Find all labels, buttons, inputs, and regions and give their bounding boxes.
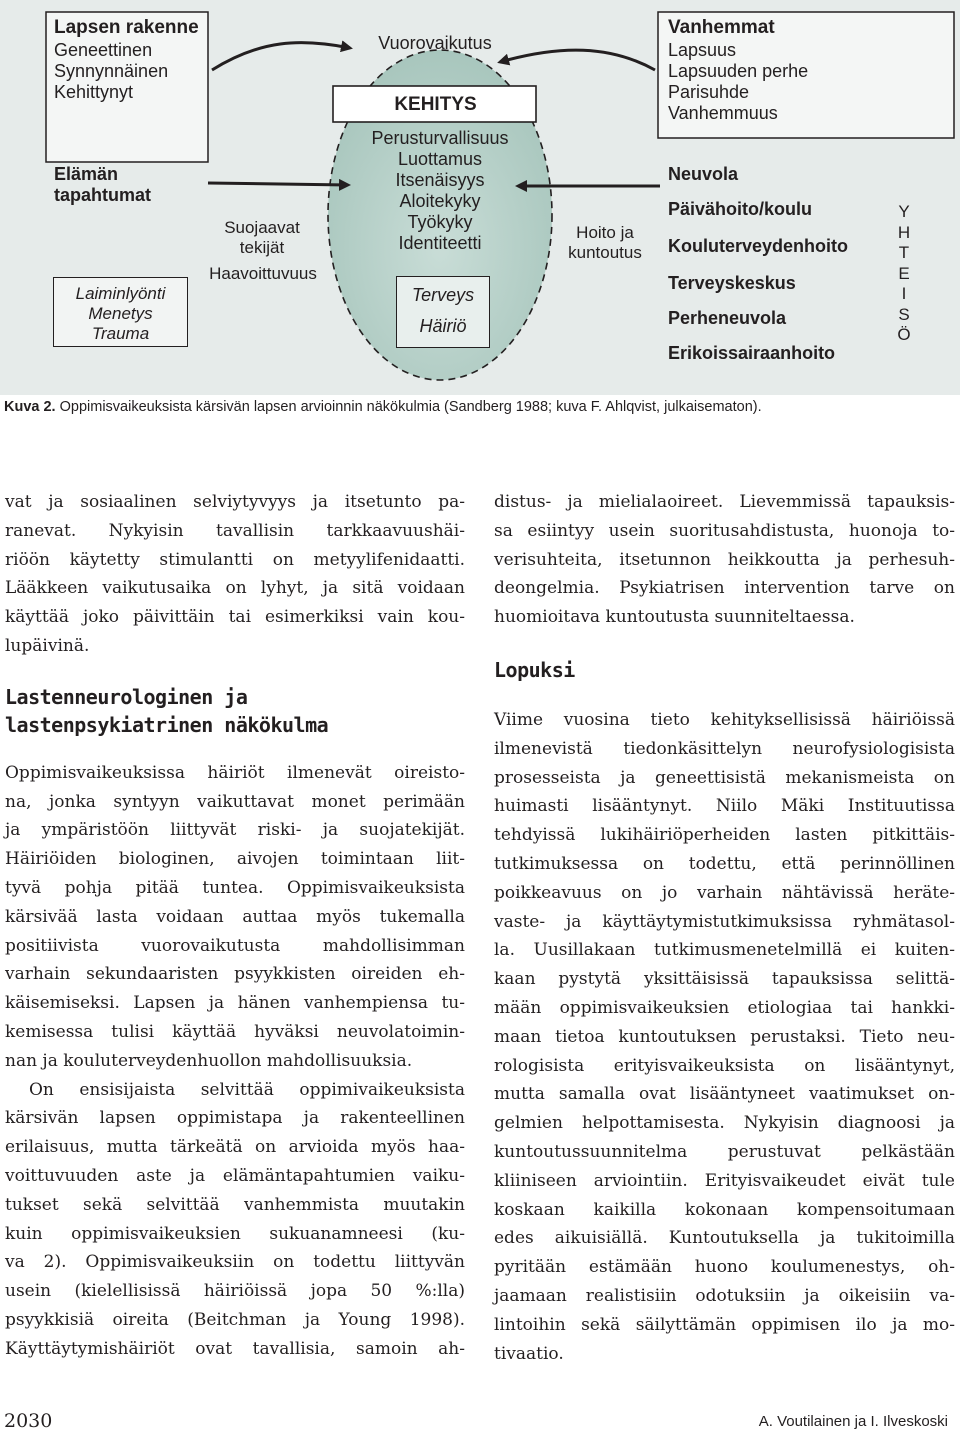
page-number: 2030 [4,1410,53,1432]
left-column [5,488,465,1364]
vertical-letter: E [898,263,910,283]
text-line: kuntoutussuunnitelma perustuvat pelkästään [494,1141,955,1162]
development-title: KEHITYS [394,94,477,115]
footer-authors: A. Voutilainen ja I. Ilveskoski [758,1413,948,1430]
text-line: nan ja kouluterveydenhuollon mahdollisuuksia. [5,1050,413,1071]
text-line: mutta samalla ovat lisääntyneet vaatimukset on- [494,1084,955,1105]
text-line: psyykkisiä oireita (Beitchman ja Young 1998). [5,1309,465,1330]
life-events-title: tapahtumat [54,185,152,205]
text-line: Käyttäytymishäiriöt ovat tavallisia, samoin ah- [5,1338,465,1359]
parents-item: Lapsuuden perhe [668,61,809,81]
text-line: lintoihin sekä säilyttämän oppimisen ilo ja mo- [494,1314,955,1335]
text-line: maan tietoa kuntoutuksen perustaksi. Tieto neu- [494,1026,955,1047]
text-line: Oppimisvaikeuksissa häiriöt ilmenevät oireisto- [5,762,465,783]
text-line: koskaan kaikilla kokonaan kompensoitumaan [494,1199,955,1220]
caption-text: Oppimisvaikeuksista kärsivän lapsen arvioinnin näkökulmia (Sandberg 1988; kuva F. Ahlqvist, julkaisematon). [59,399,762,415]
vertical-letter: Y [898,202,910,221]
text-line: tyvä pohja pitää tuntea. Oppimisvaikeuksista [5,877,465,898]
life-events-title: Elämän [54,164,119,184]
service-item: Neuvola [668,164,739,184]
text-line: riöön käytetty stimulantti on metyylifenidaatti. [5,549,465,570]
vulnerability-label: Haavoittuvuus [209,264,317,283]
health-label: Terveys [411,285,475,305]
child-structure-item: Synnynnäinen [54,61,169,81]
development-item: Itsenäisyys [395,170,485,190]
vertical-letter: T [898,243,910,262]
text-line: voittuvuuden aste ja elämäntapahtumien vaiku- [5,1165,465,1186]
text-line: kliiniseen arviointiin. Erityisvaikeudet eivät tule [494,1170,955,1191]
risk-item: Menetys [88,304,153,323]
heading-line: lastenpsykiatrinen näkökulma [5,712,329,737]
vertical-word [895,202,913,346]
caption-label: Kuva 2. [4,399,56,415]
child-structure-title: Lapsen rakenne [54,17,199,38]
text-line: rologisista erityisvaikeuksista on lisääntynyt, [494,1055,955,1076]
paragraph [5,488,465,661]
service-item: Erikoissairaanhoito [668,343,836,363]
service-item: Kouluterveydenhoito [668,236,849,256]
arrow-left-to-interaction [212,43,350,70]
text-line: sa esiintyy usein suoritusahdistusta, huonoja to- [494,520,955,541]
text-line: kemisessa tulisi käyttää hyväksi neuvolatoimin- [5,1021,465,1042]
right-column [494,488,955,1368]
text-line: poikkeavuus on jo varhain nähtävissä heräte- [494,882,955,903]
text-line: ranevat. Nykyisin tavallisin tarkkaavuushäi- [5,520,465,541]
text-line: tehdyissä lukihäiriöperheiden lasten pitkittäis- [494,825,955,846]
text-line: verisuhteita, itsetunnon heikkoutta ja perhesuh- [494,549,955,570]
text-line: kärsivän lapsen oppimistapa ja rakenteellinen [5,1108,465,1129]
parents-title: Vanhemmat [668,17,775,38]
child-structure-item: Geneettinen [54,40,153,60]
interaction-label: Vuorovaikutus [378,33,492,53]
text-line: na, jonka syntyyn vaikuttavat monet perimään [5,791,465,812]
text-line: huimasti lisääntynyt. Niilo Mäki Instituutissa [494,796,955,817]
text-line: tukset sekä selvittää vanhemmista muutakin [5,1194,465,1215]
text-line: va 2). Oppimisvaikeuksiin on todettu liittyvän [5,1252,465,1273]
vertical-letter: I [901,284,907,303]
text-line: la. Uusillakaan tutkimusmenetelmillä ei kuiten- [494,940,955,961]
text-line: tutkimuksessa on todettu, että perinnöllinen [494,853,955,874]
text-line: ja ympäristöön liittyvät riski- ja suojatekijät. [5,820,465,841]
figure-caption [4,399,762,415]
development-item: Identiteetti [398,233,482,253]
text-line: edes aikuisiällä. Kuntoutuksella ja tukitoimilla [494,1228,955,1249]
text-line: gelmien helpottamisesta. Nykyisin diagnoosi ja [494,1113,955,1134]
text-line: ilmenevistä tiedonkäsittelyn neurofysiologisista [494,738,955,759]
text-line: kärsivää lasta voidaan auttaa myös tukemalla [5,906,465,927]
development-item: Työkyky [407,212,473,232]
treatment-label: Hoito ja [576,223,634,242]
service-item: Päivähoito/koulu [668,199,813,219]
text-line: distus- ja mielialaoireet. Lievemmissä tapauksis- [494,492,955,512]
text-line: vaste- ja käyttäytymistutkimuksissa ryhmätasol- [494,911,955,932]
text-line: käisemiseksi. Lapsen ja hänen vanhempiensa tu- [5,993,465,1014]
paragraph [5,759,465,1076]
arrow-events-to-center [208,183,348,185]
text-line: huomioitava kuntoutusta suunniteltaessa. [494,607,855,628]
text-line: usein (kielellisissä häiriöissä jopa 50 %:lla) [5,1281,465,1302]
text-line: pyritään estämään huono koulumenestys, oh- [494,1257,955,1278]
service-item: Terveyskeskus [668,273,796,293]
text-line: varhain sekundaaristen psyykkisten oireiden eh- [5,964,465,985]
text-line: Häiriöiden biologinen, aivojen toimintaan liit- [5,849,465,870]
text-line: prosesseista ja geneettisistä mekanismeista on [494,767,955,788]
development-item: Perusturvallisuus [371,128,509,148]
vertical-letter: S [898,304,910,324]
disorder-label: Häiriö [419,316,467,336]
text-line: erilaisuus, mutta tärkeätä on arvioida myös haa- [5,1137,465,1158]
figure [0,0,960,395]
text-line: vat ja sosiaalinen selviytyvyys ja itsetunto pa- [5,492,465,512]
text-line: lupäivinä. [5,635,90,656]
risk-item: Laiminlyönti [75,284,166,303]
parents-item: Parisuhde [668,82,750,102]
text-line: käyttää joko päivittäin tai esimerkiksi vain kou- [5,607,465,628]
text-line: jaamaan realistisiin odotuksiin ja oikeisiin va- [494,1285,955,1306]
protective-factors: tekijät [239,238,285,257]
protective-factors: Suojaavat [224,218,300,237]
text-line: On ensisijaista selvittää oppimivaikeuksista [29,1079,465,1100]
vertical-letter: H [897,222,911,242]
parents-item: Vanhemmuus [668,103,778,123]
section-heading [5,683,465,739]
paragraph [5,1076,465,1364]
parents-item: Lapsuus [668,40,737,60]
paragraph [494,488,955,632]
text-line: Lääkkeen vaikutusaika on lyhyt, ja sitä voidaan [5,578,465,599]
treatment-label: kuntoutus [568,243,642,262]
service-item: Perheneuvola [668,308,787,328]
risk-item: Trauma [91,324,150,343]
heading-line: Lastenneurologinen ja [5,684,248,709]
text-line: Viime vuosina tieto kehityksellisissä häiriöissä [494,709,955,730]
text-line: kaan pystytä yksittäisissä tapauksissa selittä- [494,969,955,990]
section-heading: Lopuksi [494,657,575,682]
text-line: positiivista vuorovaikutusta mahdollisimman [5,935,465,956]
text-line: mään oppimisvaikeuksien etiologiaa tai hankki- [494,997,955,1018]
development-item: Aloitekyky [399,191,481,211]
text-line: deongelmia. Psykiatrisen intervention tarve on [494,578,955,599]
development-item: Luottamus [397,149,483,169]
child-structure-item: Kehittynyt [54,82,134,102]
vertical-letter: Ö [897,325,911,344]
paragraph [494,706,955,1368]
text-line: tivaatio. [494,1343,564,1364]
text-line: kuin oppimisvaikeuksien sukuanamneesi (ku- [5,1223,465,1244]
